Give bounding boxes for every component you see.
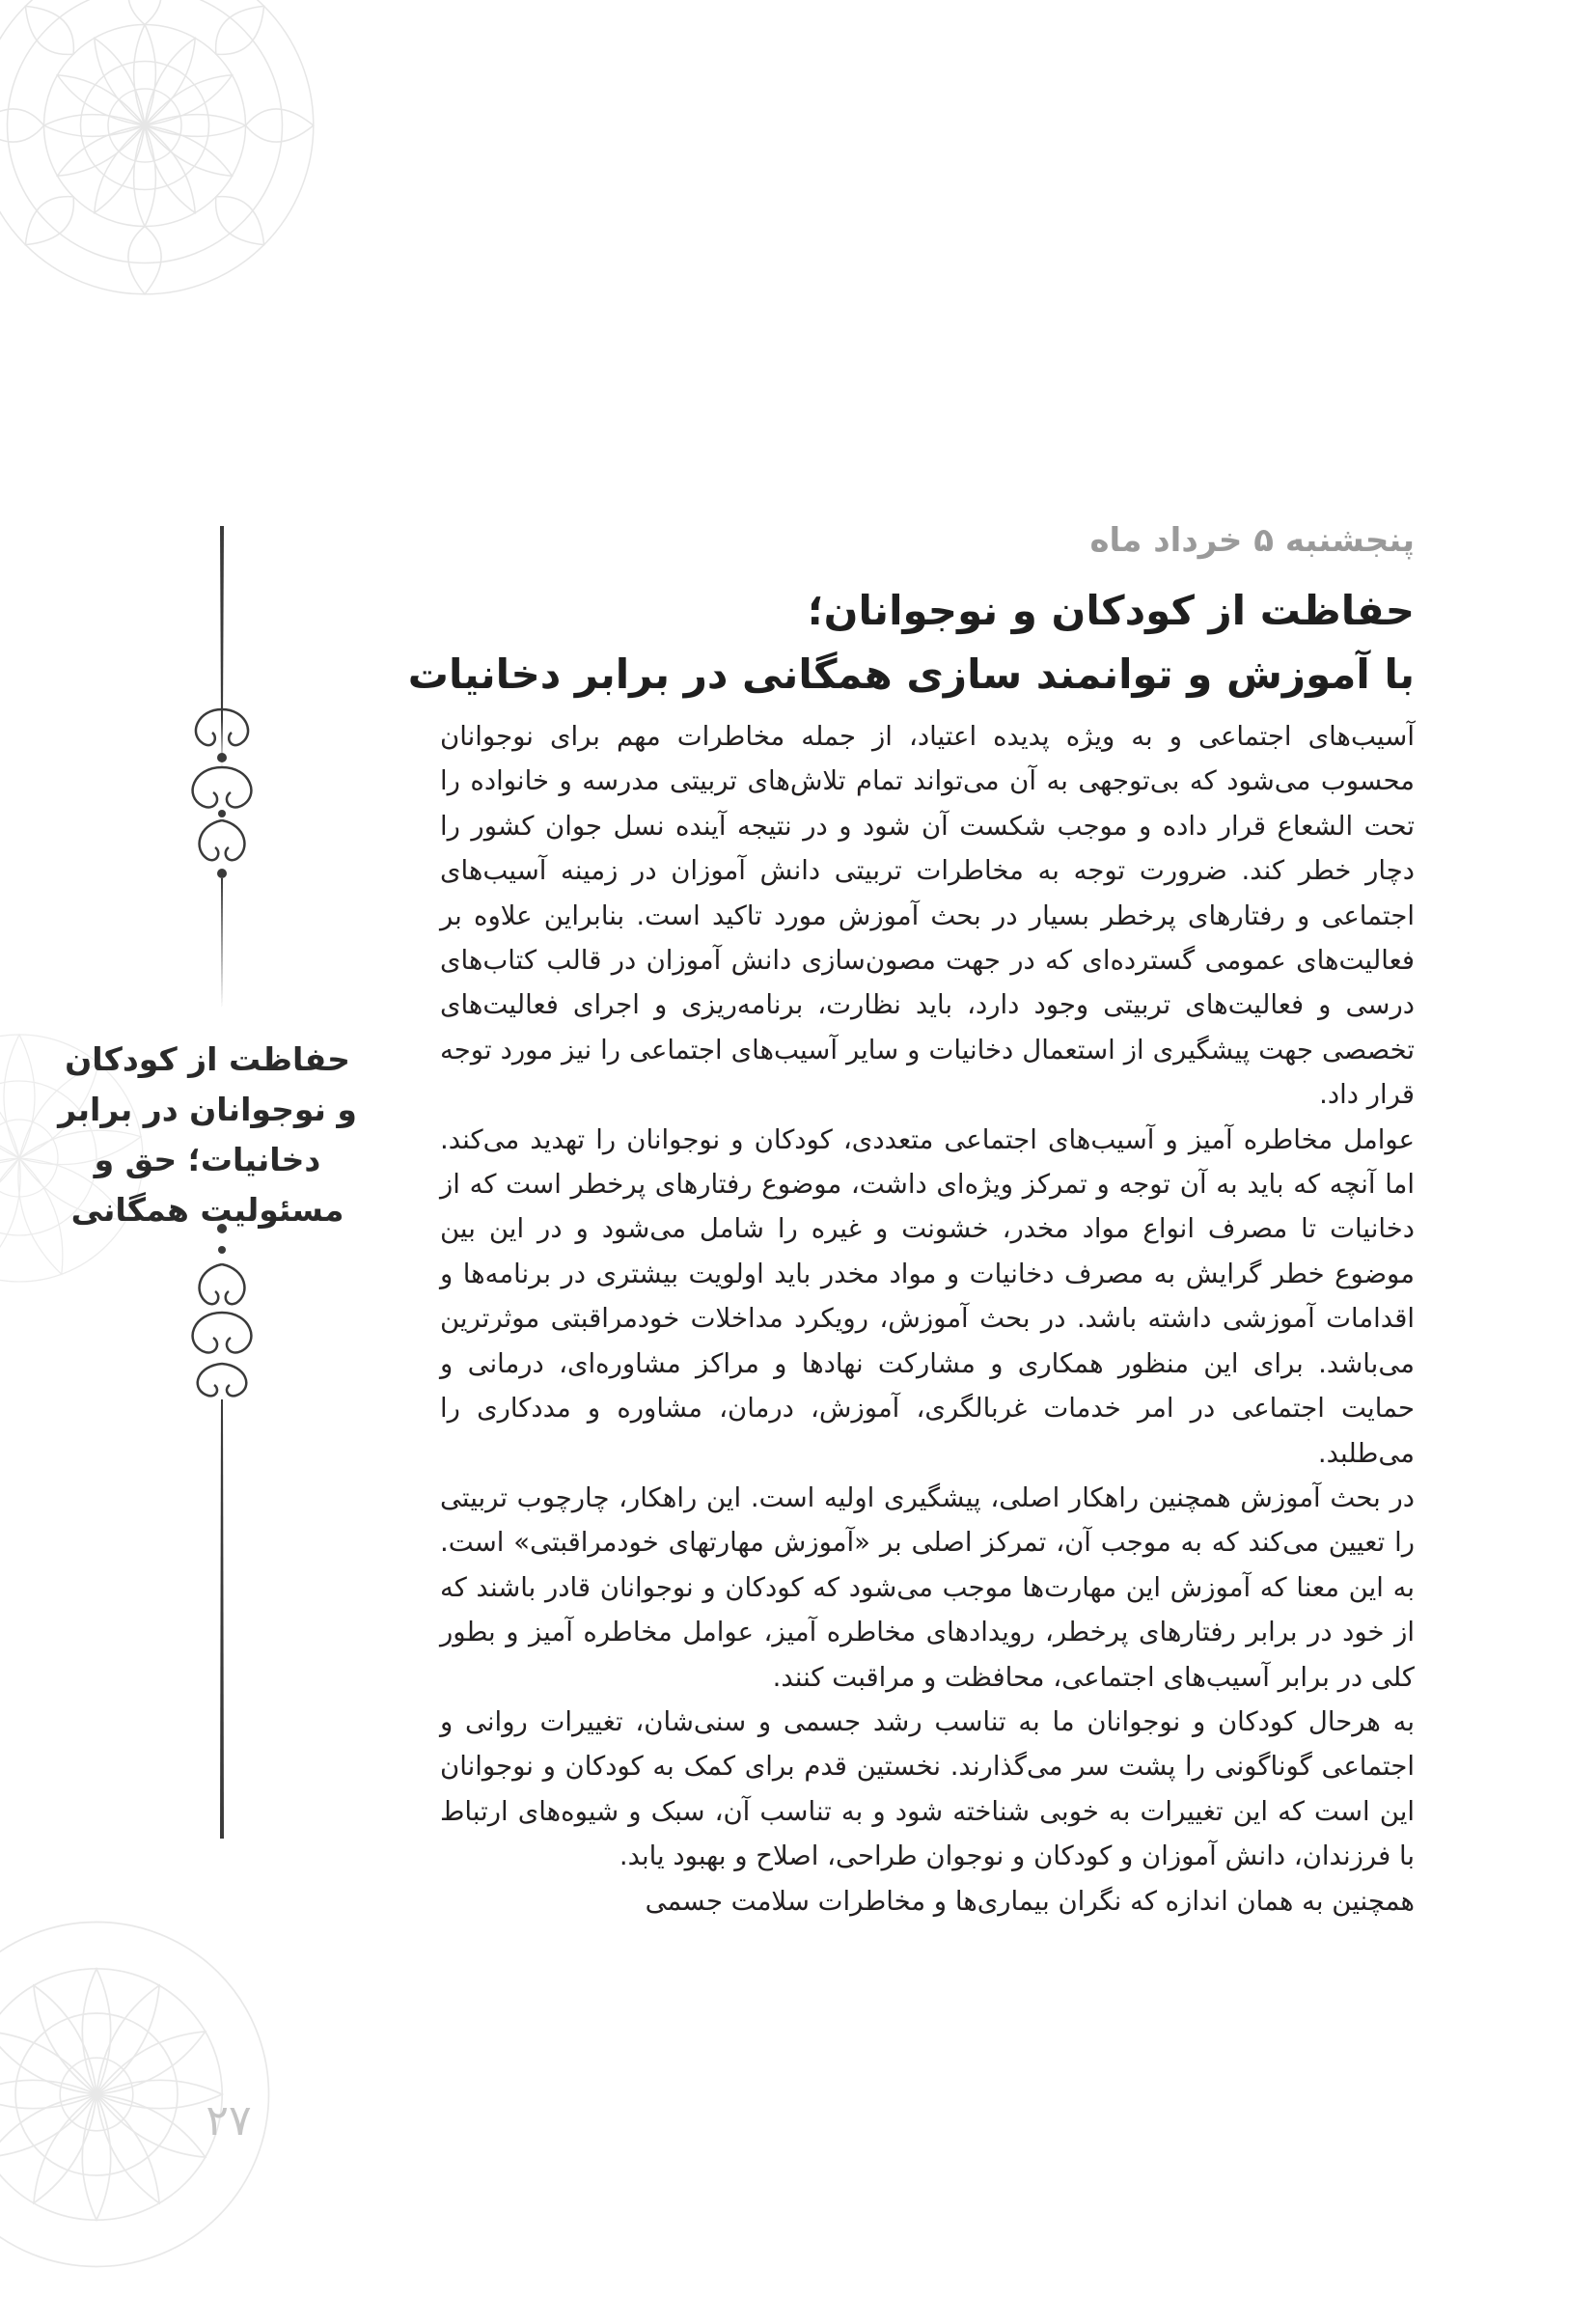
- article-body: [440, 714, 1415, 1923]
- body-paragraph-5: همچنین به همان اندازه که نگران بیماری‌ها و مخاطرات سلامت جسمی: [645, 1885, 1415, 1917]
- page-number: ۲۷: [206, 2096, 252, 2145]
- sidebar-title-line-2: و نوجوانان در برابر: [58, 1091, 357, 1128]
- sidebar-title-line-4: مسئولیت همگانی: [70, 1191, 344, 1229]
- date-heading: پنجشنبه ۵ خرداد ماه: [1089, 521, 1415, 560]
- page-title-line-2: با آموزش و توانمند سازی همگانی در برابر دخانیات: [407, 650, 1415, 698]
- body-paragraph-2: عوامل مخاطره آمیز و آسیب‌های اجتماعی متعددی، کودکان و نوجوانان را تهدید می‌کند. اما آنچه که باید به آن توجه و تمرکز ویژه‌ای داشت، موضوع رفتارهای پرخطر است که از دخانیات تا مصرف انواع مواد مخدر، خشونت و غیره را شامل می‌شود و در این بین موضوع خطر گرایش به مصرف دخانیات و مواد مخدر باید اولویت بیشتری در برنامه‌ها و اقدامات آموزشی داشته باشد. در بحث آموزش، رویکرد مداخلات خودمراقبتی موثرترین می‌باشد. برای این منظور همکاری و مشارکت نهادها و مراکز مشاوره‌ای، درمانی و حمایت اجتماعی در امر خدمات غربالگری، آموزش، درمان، مشاوره و مددکاری را می‌طلبد.: [440, 1123, 1415, 1469]
- mandala-ornament-top: [0, 0, 328, 309]
- body-paragraph-3: در بحث آموزش همچنین راهکار اصلی، پیشگیری اولیه است. این راهکار، چارچوب تربیتی را تعیین می‌کند که به موجب آن، تمرکز اصلی بر «آموزش مهارتهای خودمراقبتی» است. به این معنا که آموزش این مهارت‌ها موجب می‌شود که کودکان و نوجوانان قادر باشند که از خود در برابر رفتارهای پرخطر، رویدادهای مخاطره آمیز، عوامل مخاطره آمیز و بطور کلی در برابر آسیب‌های اجتماعی، محافظت و مراقبت کنند.: [440, 1481, 1415, 1693]
- page-title: [353, 579, 1415, 706]
- vertical-divider-ornament-bottom: [169, 1221, 275, 1839]
- page-title-line-1: حفاظت از کودکان و نوجوانان؛: [807, 587, 1415, 634]
- sidebar-title: [48, 1035, 367, 1235]
- body-paragraph-1: آسیب‌های اجتماعی و به ویژه پدیده اعتیاد، از جمله مخاطرات مهم برای نوجوانان محسوب می‌شود که بی‌توجهی به آن می‌تواند تمام تلاش‌های تربیتی مدرسه و خانواده را تحت الشعاع قرار داده و موجب شکست آن شود و در نتیجه آینده نسل جوان کشور را دچار خطر کند. ضرورت توجه به مخاطرات تربیتی دانش آموزان در زمینه آسیب‌های اجتماعی و رفتارهای پرخطر بسیار در بحث آموزش مورد تاکید است. بنابراین علاوه بر فعالیت‌های عمومی گسترده‌ای که در جهت مصون‌سازی دانش آموزان در قالب کتاب‌های درسی و فعالیت‌های تربیتی وجود دارد، باید نظارت، برنامه‌ریزی و اجرای فعالیت‌های تخصصی جهت پیشگیری از استعمال دخانیات و سایر آسیب‌های اجتماعی را نیز مورد توجه قرار داد.: [440, 721, 1415, 1111]
- vertical-divider-ornament-top: [169, 526, 275, 1009]
- sidebar-title-line-3: دخانیات؛ حق و: [94, 1141, 321, 1178]
- sidebar-title-line-1: حفاظت از کودکان: [65, 1040, 350, 1078]
- mandala-ornament-bottom: [0, 1892, 299, 2297]
- body-paragraph-4: به هرحال کودکان و نوجوانان ما به تناسب رشد جسمی و سنی‌شان، تغییرات روانی و اجتماعی گوناگونی را پشت سر می‌گذارند. نخستین قدم برای کمک به کودکان و نوجوانان این است که این تغییرات به خوبی شناخته شود و به تناسب آن، سبک و شیوه‌های ارتباط با فرزندان، دانش آموزان و کودکان و نوجوان طراحی، اصلاح و بهبود یابد.: [440, 1705, 1415, 1872]
